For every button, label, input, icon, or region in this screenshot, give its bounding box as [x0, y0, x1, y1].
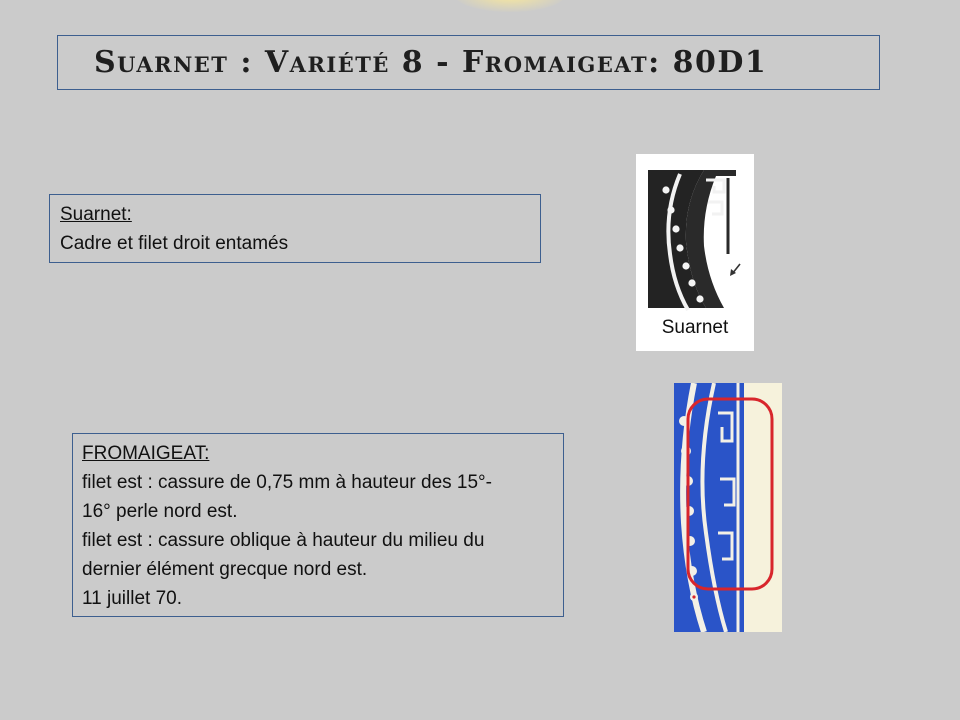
fromaigeat-line: 11 juillet 70.: [82, 588, 182, 609]
suarnet-line: Cadre et filet droit entamés: [60, 233, 289, 254]
page-title: Suarnet : Variété 8 - Fromaigeat: 80D1: [94, 45, 768, 80]
fromaigeat-heading: FROMAIGEAT:: [82, 443, 210, 464]
stamp-detail-blue-icon: [674, 383, 782, 632]
fromaigeat-description-box: [72, 433, 564, 617]
stamp-detail-bw-icon: [644, 162, 744, 312]
suarnet-image-caption: Suarnet: [661, 317, 729, 338]
suarnet-stamp-image: [636, 154, 754, 351]
fromaigeat-line: filet est : cassure oblique à hauteur du milieu du: [82, 530, 485, 551]
fromaigeat-line: 16° perle nord est.: [82, 501, 238, 522]
suarnet-description-box: [49, 194, 541, 263]
fromaigeat-line: dernier élément grecque nord est.: [82, 559, 368, 580]
fromaigeat-stamp-image: [674, 383, 782, 632]
title-box: [57, 35, 880, 90]
suarnet-heading: Suarnet:: [60, 204, 132, 225]
fromaigeat-line: filet est : cassure de 0,75 mm à hauteur des 15°-: [82, 472, 492, 493]
decorative-glow: [455, 0, 565, 12]
